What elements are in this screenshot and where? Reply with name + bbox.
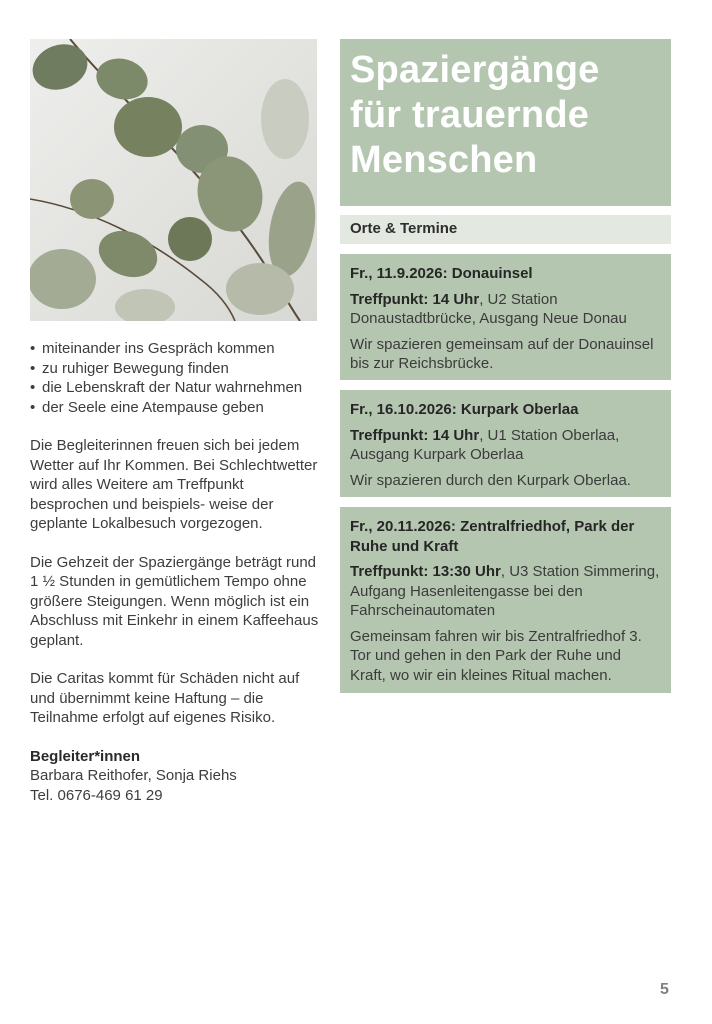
event-card: [340, 254, 671, 380]
liability-paragraph: Die Caritas kommt für Schäden nicht auf und übernimmt keine Haftung – die Teilnahme erfolgt auf eigenes Risiko.: [30, 670, 300, 726]
contact-phone: Tel. 0676-469 61 29: [30, 786, 163, 804]
contact-heading: Begleiter*innen: [30, 747, 141, 765]
list-item: • der Seele eine Atempause geben: [30, 398, 320, 418]
eucalyptus-photo: [30, 39, 317, 321]
left-text-column: [30, 339, 320, 805]
page-title: Spaziergänge für trauernde Menschen: [350, 49, 600, 181]
weather-paragraph: Die Begleiterinnen freuen sich bei jedem Wetter auf Ihr Kommen. Bei Schlechtwetter wird alles Weitere am Treffpunkt besprochen und beispiels- weise der geplante Lokalbesuch vorgezogen.: [30, 437, 318, 532]
event-heading: Fr., 16.10.2026: Kurpark Oberlaa: [350, 401, 579, 418]
meeting-text: , U3 Station Simmering, Aufgang Hasenleitengasse bei den Fahrscheinautomaten: [350, 563, 660, 619]
meeting-text: , U2 Station Donaustadtbrücke, Ausgang Neue Donau: [350, 290, 627, 327]
list-item: • zu ruhiger Bewegung finden: [30, 359, 320, 379]
benefit-list: [30, 339, 320, 417]
list-item: • miteinander ins Gespräch kommen: [30, 339, 320, 359]
event-description: Wir spazieren gemeinsam auf der Donauinsel bis zur Reichsbrücke.: [350, 335, 654, 372]
event-description: Wir spazieren durch den Kurpark Oberlaa.: [350, 471, 631, 489]
meeting-text: , U1 Station Oberlaa, Ausgang Kurpark Oberlaa: [350, 426, 620, 463]
section-heading: Orte & Termine: [340, 215, 671, 244]
title-box: [340, 39, 671, 206]
event-description: Gemeinsam fahren wir bis Zentralfriedhof 3. Tor und gehen in den Park der Ruhe und Kraft, wo wir ein kleines Ritual machen.: [350, 627, 642, 684]
event-heading: Fr., 20.11.2026: Zentralfriedhof, Park der Ruhe und Kraft: [350, 518, 635, 555]
duration-paragraph: Die Gehzeit der Spaziergänge beträgt rund 1 ½ Stunden in gemütlichem Tempo ohne größere Steigungen. Wenn möglich ist ein Abschluss mit Einkehr in einem Kaffeehaus geplant.: [30, 553, 319, 649]
contact-names: Barbara Reithofer, Sonja Riehs: [30, 767, 237, 784]
page-number: 5: [660, 981, 669, 998]
meeting-label: Treffpunkt: 14 Uhr: [350, 290, 480, 308]
event-card: [340, 390, 671, 497]
event-meeting-point: [350, 426, 661, 465]
event-heading: Fr., 11.9.2026: Donauinsel: [350, 265, 533, 282]
meeting-label: Treffpunkt: 13:30 Uhr: [350, 563, 501, 580]
event-meeting-point: [350, 562, 661, 621]
meeting-label: Treffpunkt: 14 Uhr: [350, 426, 480, 444]
event-card: [340, 507, 671, 693]
event-meeting-point: [350, 290, 661, 329]
list-item: • die Lebenskraft der Natur wahrnehmen: [30, 378, 320, 398]
